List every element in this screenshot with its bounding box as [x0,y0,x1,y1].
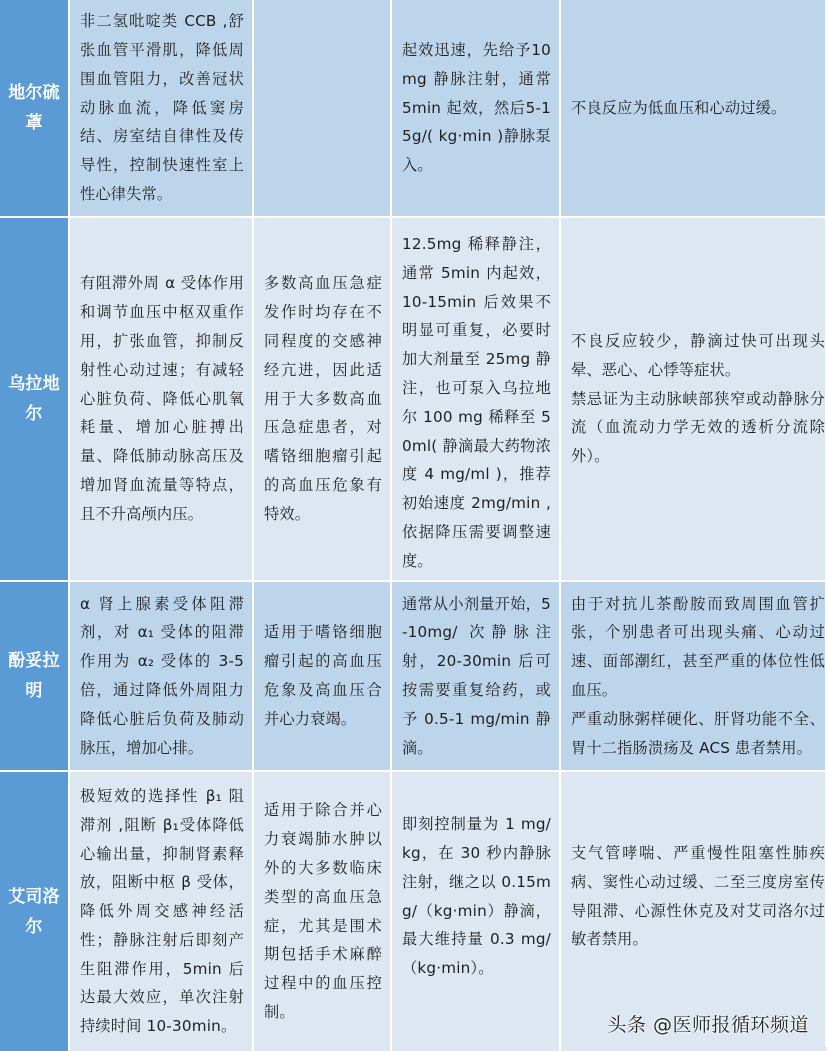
contraindication-text: 严重动脉粥样硬化、肝肾功能不全、胃十二指肠溃疡及 ACS 患者禁用。 [571,709,825,757]
dosage-cell [392,582,559,770]
mechanism-text: 有阻滞外周 α 受体作用和调节血压中枢双重作用，扩张血管，抑制反射性心动过速；有减轻心脏负荷、降低心肌氧耗量、增加心脏搏出量、降低肺动脉高压及增加肾血流量等特点，且不升高颅内压。 [80,274,244,523]
indication-text: 多数高血压急症发作时均存在不同程度的交感神经亢进，因此适用于大多数高血压急症患者，对嗜铬细胞瘤引起的高血压危象有特效。 [264,274,382,523]
adverse-text: 不良反应较少，静滴过快可出现头晕、恶心、心悸等症状。 [571,332,825,379]
dosage-cell [392,218,559,580]
drug-name: 艾司洛尔 [8,886,60,937]
adverse-cell [561,218,827,580]
contraindication-text: 支气管哮喘、严重慢性阻塞性肺疾病、窦性心动过缓、二至三度房室传导阻滞、心源性休克及对艾司洛尔过敏者禁用。 [571,843,825,949]
drug-name-cell [0,582,68,770]
drug-name: 地尔硫䓬 [8,83,60,133]
mechanism-text: 非二氢吡啶类 CCB ,舒张血管平滑肌，降低周围血管阻力，改善冠状动脉血流，降低窦房结、房室结自律性及传导性，控制快速性室上性心律失常。 [80,12,244,203]
dosage-text: 12.5mg 稀释静注，通常 5min 内起效，10-15min 后效果不明显可重复，必要时加大剂量至 25mg 静注，也可泵入乌拉地尔 100 mg 稀释至 50ml( 静滴最大药物浓度 4 mg/ml )，推荐初始速度 2mg/min ,依据降压需要调整速度。 [402,235,551,570]
indication-cell [254,772,390,1051]
drug-name-cell [0,772,68,1051]
mechanism-cell [70,772,252,1051]
adverse-text: 不良反应为低血压和心动过缓。 [571,98,787,117]
dosage-text: 通常从小剂量开始，5-10mg/ 次静脉注射，20-30min 后可按需要重复给药，或予 0.5-1 mg/min 静滴。 [402,594,551,757]
adverse-cell [561,582,827,770]
contraindication-text: 禁忌证为主动脉峡部狭窄或动静脉分流（血流动力学无效的透析分流除外）。 [571,389,825,466]
indication-text: 适用于嗜铬细胞瘤引起的高血压危象及高血压合并心力衰竭。 [264,623,382,728]
adverse-cell [561,0,827,216]
drug-name: 乌拉地尔 [8,374,60,424]
mechanism-cell [70,582,252,770]
mechanism-text: α 肾上腺素受体阻滞剂，对 α₁ 受体的阻滞作用为 α₂ 受体的 3-5 倍，通过降低外周阻力降低心脏后负荷及肺动脉压，增加心排。 [80,594,244,757]
mechanism-cell [70,218,252,580]
drug-name-cell [0,218,68,580]
indication-cell [254,0,390,216]
indication-cell [254,218,390,580]
dosage-cell [392,0,559,216]
adverse-text: 由于对抗儿茶酚胺而致周围血管扩张，个别患者可出现头痛、心动过速、面部潮红，甚至严重的体位性低血压。 [571,594,825,699]
dosage-text: 起效迅速，先给予10mg 静脉注射，通常 5min 起效，然后5-15g/( kg·min )静脉泵入。 [402,41,551,175]
drug-name: 酚妥拉明 [8,651,60,701]
source-watermark: 头条 @医师报循环频道 [607,1014,809,1036]
mechanism-text: 极短效的选择性 β₁ 阻滞剂 ,阻断 β₁受体降低心输出量，抑制肾素释放，阻断中枢 β 受体，降低外周交感神经活性；静脉注射后即刻产生阻滞作用，5min 后达最大效应，单次注射持续时间 10-30min。 [80,786,244,1036]
drug-name-cell [0,0,68,216]
indication-cell [254,582,390,770]
dosage-text: 即刻控制量为 1 mg/kg，在 30 秒内静脉注射，继之以 0.15mg/（kg·min）静滴，最大维持量 0.3 mg/（kg·min）。 [402,815,551,978]
mechanism-cell [70,0,252,216]
dosage-cell [392,772,559,1051]
indication-text: 适用于除合并心力衰竭肺水肿以外的大多数临床类型的高血压急症，尤其是围术期包括手术麻醉过程中的血压控制。 [264,801,382,1021]
